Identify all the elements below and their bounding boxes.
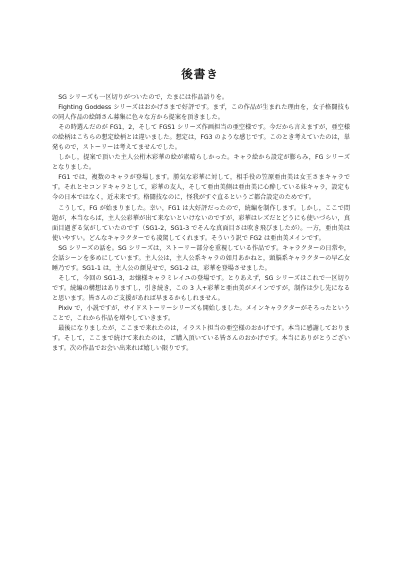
paragraph: こうして，FG が始まりました。幸い，FG1 は大好評だったので，続編を制作します。しかし，ここで問題が，本当ならば，主人公彩華が出て来ないといけないのですが，彩華はレズだとどうにも使いづらい，真面目過ぎる気がしていたのです（SG1-2，SG1-3 でそんな真面目さは吹き飛びましたが）。一方，亜由美は使いやすい。どんなキャラクターでも凌駕してくれます。そういう訳で FG2 は亜由美メインです。 [52, 204, 350, 242]
paragraph: そして，今回の SG1-3，お嬢様キャラミレイユの登場です。とりあえず，SG シリーズはこれで一区切りです。続編の構想はありますし，引き続き，この 3 人+彩華と亜由美がメインですが，制作は少し先になると思います。皆さんのご支援があれば早まるかもしれません。 [52, 274, 350, 302]
paragraph: その時選んだのが FG1，2，そして FGS1 シリーズ作画担当の亜空様です。今だから言えますが，亜空様の絵柄はこちらの想定絵柄とは違いました。想定は，FG3 のような感じです。このとき考えていたのは，単発もので，ストーリーは考えてませんでした。 [52, 124, 350, 152]
paragraph: しかし，提案で頂いた主人公桁木彩華の絵が素晴らしかった。キャラ絵から設定が膨らみ，FG シリーズとなりました。 [52, 154, 350, 172]
paragraph: Pixiv で，小説ですが，サイドストーリーシリーズも開始しました。メインキャラクターがそろったということで，これから作品を増やしていきます。 [52, 304, 350, 323]
paragraph: 最後になりましたが，ここまで来れたのは，イラスト担当の亜空様のおかげです。本当に感謝しております。そして，ここまで続けて来れたのは，ご購入頂いている皆さんのおかげです。本当にありがとうございます。次の作品でお会い出来れば嬉しい限りです。 [52, 325, 350, 353]
paragraph: SG シリーズの話を。SG シリーズは，ストーリー部分を重視している作品です。キャラクターの日常や，会話シーンを多めにしています。主人公は，主人公系キャラの如月あかねと，頭脳系キャラクターの早乙女睡乃です。SG1-1 は，主人公の顔見せで，SG1-2 は，彩華を登場させました。 [52, 244, 350, 272]
paragraph: FG1 では，複数のキャラが登場します。勝気な彩華に対して，相手役の笠原亜由美は女王さまキャラです。それとセコンドキャラとして，彩華の友人，そして亜由美側は亜由美に心酔している妹キャラ，設定も今の日本ではなく，近未来です。格闘技なのに，怪我がすぐ直るというご都合設定のためです。 [52, 174, 350, 202]
paragraph: SG シリーズも一区切りがついたので，たまには作品語りを。 [58, 94, 229, 101]
paragraph: Fighting Goddess シリーズはおかげさまで好評です。まず，この作品が生まれた理由を，女子格闘技もの同人作品の絵師さん募集に色々な方から提案を頂きました。 [52, 104, 350, 122]
page-title: 後書き [181, 67, 219, 81]
afterword-body [52, 93, 350, 354]
